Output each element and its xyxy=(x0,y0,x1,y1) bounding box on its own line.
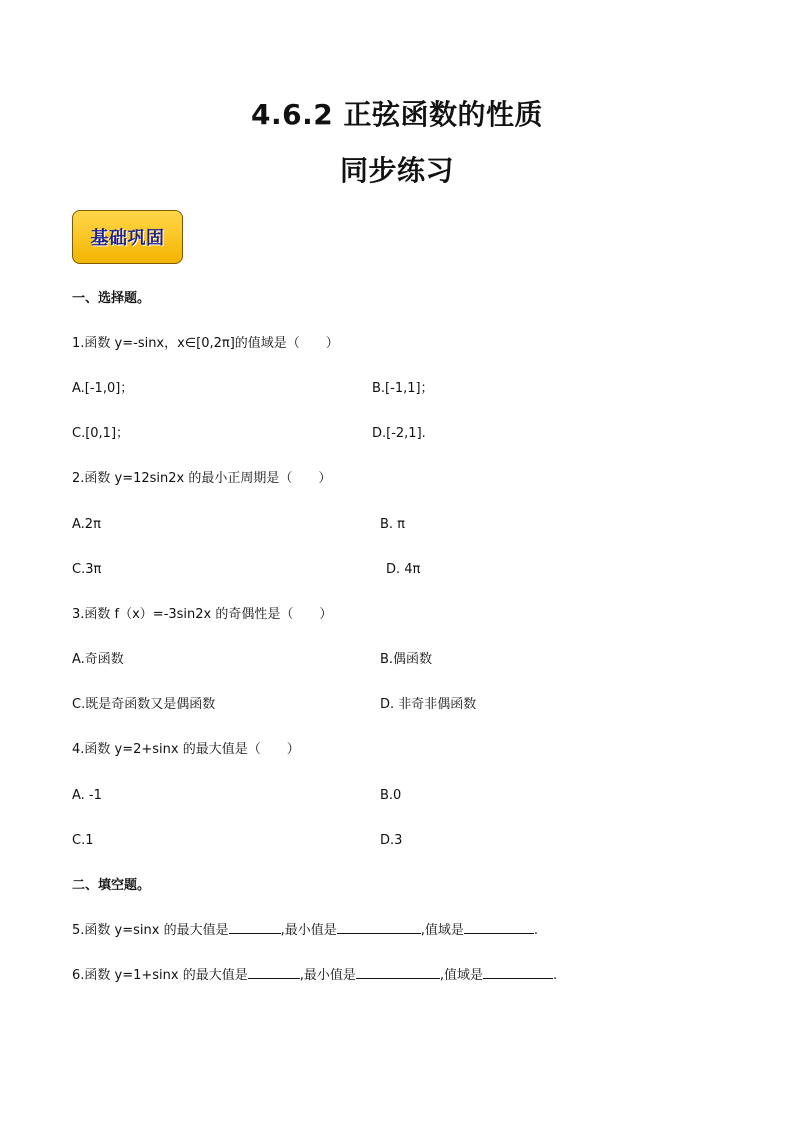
section-badge xyxy=(72,210,183,264)
question-3-option-a: A.奇函数 xyxy=(72,652,124,667)
choice-section-heading: 一、选择题。 xyxy=(72,291,151,306)
question-5-text-1: 5.函数 y=sinx 的最大值是 xyxy=(72,923,229,938)
question-5-text-2: ,最小值是 xyxy=(280,923,337,938)
page-title: 4.6.2 正弦函数的性质 xyxy=(251,98,543,131)
question-2-option-d: D. 4π xyxy=(386,562,421,577)
question-2-option-b: B. π xyxy=(380,517,406,532)
question-3-option-b: B.偶函数 xyxy=(380,652,433,667)
question-4-option-a: A. -1 xyxy=(72,788,102,803)
question-4-stem: 4.函数 y=2+sinx 的最大值是（ ） xyxy=(72,742,300,757)
question-6-text-1: 6.函数 y=1+sinx 的最大值是 xyxy=(72,968,248,983)
question-2-option-c: C.3π xyxy=(72,562,102,577)
question-6-text-4: . xyxy=(553,968,558,983)
question-4-option-d: D.3 xyxy=(380,833,403,848)
answer-blank xyxy=(248,977,300,979)
question-6 xyxy=(72,967,557,985)
answer-blank xyxy=(483,977,553,979)
section-badge-label: 基础巩固 xyxy=(90,228,165,249)
question-5-text-4: . xyxy=(533,923,538,938)
question-1-option-b: B.[-1,1]； xyxy=(372,381,434,396)
question-5-text-3: ,值域是 xyxy=(420,923,464,938)
answer-blank xyxy=(229,932,281,934)
question-6-text-2: ,最小值是 xyxy=(299,968,356,983)
question-2-stem: 2.函数 y=12sin2x 的最小正周期是（ ） xyxy=(72,471,332,486)
question-6-text-3: ,值域是 xyxy=(439,968,484,983)
question-3-stem: 3.函数 f（x）=-3sin2x 的奇偶性是（ ） xyxy=(72,607,333,622)
fill-section-heading: 二、填空题。 xyxy=(72,878,151,893)
question-4-option-b: B.0 xyxy=(380,788,402,803)
question-1-stem: 1.函数 y=-sinx，x∈[0,2π]的值域是（ ） xyxy=(72,336,339,351)
answer-blank xyxy=(337,932,421,934)
question-1-option-c: C.[0,1]； xyxy=(72,426,130,441)
answer-blank xyxy=(356,977,440,979)
question-2-option-a: A.2π xyxy=(72,517,101,532)
question-4-option-c: C.1 xyxy=(72,833,94,848)
question-1-option-a: A.[-1,0]； xyxy=(72,381,134,396)
question-3-option-d: D. 非奇非偶函数 xyxy=(380,697,477,712)
page-subtitle: 同步练习 xyxy=(339,154,454,187)
answer-blank xyxy=(464,932,534,934)
question-1-option-d: D.[-2,1]. xyxy=(372,426,426,441)
question-3-option-c: C.既是奇函数又是偶函数 xyxy=(72,697,216,712)
question-5 xyxy=(72,922,538,940)
